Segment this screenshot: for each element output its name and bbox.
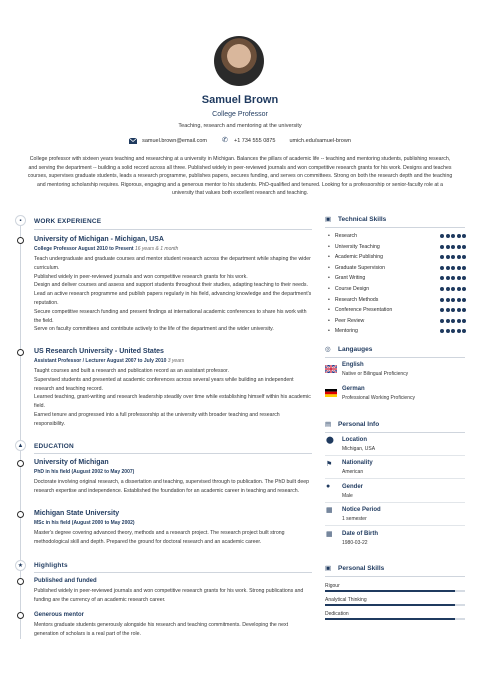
language-name: English xyxy=(342,362,364,368)
timeline-dot xyxy=(17,460,24,467)
person-icon: ● xyxy=(326,483,331,490)
rating-dot xyxy=(446,266,450,270)
rating-dot xyxy=(440,287,444,291)
rating-dot xyxy=(440,298,444,302)
personal-skills-heading: Personal Skills xyxy=(338,565,385,572)
rating-dot xyxy=(440,319,444,323)
skill-rating xyxy=(440,287,466,291)
info-label: Date of Birth xyxy=(342,531,378,537)
job-bullet: Learned teaching, grant-writing and research leadership steadily over time while establishing himself within his academic field. xyxy=(34,394,311,410)
school-name: University of Michigan xyxy=(34,459,109,466)
rating-dot xyxy=(440,255,444,259)
timeline-dot xyxy=(17,578,24,585)
highlight-text: Mentors graduate students generously alongside his research and teaching commitments. Developing the next generation of scholars is a real part of the role. xyxy=(34,622,289,637)
skill-rating xyxy=(440,266,466,270)
job-bullet: Lead an active research programme and publish papers regularly in his field, advancing knowledge and the department's reputation. xyxy=(34,291,312,306)
toolbox-icon: ▣ xyxy=(325,216,332,223)
rating-dot xyxy=(451,287,455,291)
language-level: Native or Bilingual Proficiency xyxy=(342,371,409,377)
technical-skills-heading: Technical Skills xyxy=(338,216,387,223)
personal-skill-bar xyxy=(325,590,465,592)
rating-dot xyxy=(457,245,461,249)
personal-skill-bar-fill xyxy=(325,590,455,592)
job-bullet: Published widely in peer-reviewed journals and won competitive research grants for his work. xyxy=(34,273,248,280)
section-divider xyxy=(325,432,465,433)
website-text: umich.edu/samuel-brown xyxy=(289,138,351,144)
job-org: University of Michigan - Michigan, USA xyxy=(34,236,164,243)
rating-dot xyxy=(451,234,455,238)
personal-skill-bar-fill xyxy=(325,604,455,606)
rating-dot xyxy=(462,276,466,280)
info-divider xyxy=(325,455,465,456)
tagline: Teaching, research and mentoring at the university xyxy=(178,123,302,129)
personal-skill-bar-fill xyxy=(325,618,455,620)
rating-dot xyxy=(462,287,466,291)
section-divider xyxy=(325,576,465,577)
graduation-cap-icon: ▲ xyxy=(15,440,26,451)
job-bullet: Teach undergraduate and graduate courses and mentor student research across the department while shaping the wider curriculum. xyxy=(34,256,311,271)
info-divider xyxy=(325,525,465,526)
skill-rating xyxy=(440,245,466,249)
info-divider xyxy=(325,502,465,503)
phone-text: +1 734 555 0875 xyxy=(233,138,276,144)
rating-dot xyxy=(446,329,450,333)
skill-name: • Academic Publishing xyxy=(328,254,383,260)
skill-name: • Peer Review xyxy=(328,318,364,324)
job-bullet: Supervised students and presented at academic conferences across several years while building an independent research and teaching record. xyxy=(34,376,294,392)
rating-dot xyxy=(462,266,466,270)
info-value: 1980-03-22 xyxy=(342,540,368,546)
timeline-dot xyxy=(17,511,24,518)
section-divider xyxy=(325,227,465,228)
job-position-text: Assistant Professor / Lecturer August 2007 to July 2010 xyxy=(34,358,167,364)
skill-name: • Conference Presentation xyxy=(328,307,392,313)
rating-dot xyxy=(462,298,466,302)
rating-dot xyxy=(457,308,461,312)
rating-dot xyxy=(451,319,455,323)
uk-flag-icon xyxy=(325,365,337,373)
rating-dot xyxy=(451,255,455,259)
skill-rating xyxy=(440,329,466,333)
rating-dot xyxy=(457,319,461,323)
id-card-icon: ▤ xyxy=(325,421,332,428)
rating-dot xyxy=(451,298,455,302)
job-position xyxy=(34,358,184,364)
germany-flag-icon xyxy=(325,389,337,397)
clipboard-icon: ▣ xyxy=(325,565,332,572)
info-value: American xyxy=(342,469,364,475)
rating-dot xyxy=(457,234,461,238)
location-pin-icon: ⬤ xyxy=(326,437,334,444)
info-value: Male xyxy=(342,493,353,499)
rating-dot xyxy=(462,329,466,333)
skill-rating xyxy=(440,234,466,238)
star-icon: ★ xyxy=(15,560,26,571)
rating-dot xyxy=(462,319,466,323)
technical-skill-row xyxy=(328,233,466,239)
rating-dot xyxy=(451,329,455,333)
info-value: 1 semester xyxy=(342,516,367,522)
calendar-icon: ▦ xyxy=(326,531,333,538)
job-duration: 3 years xyxy=(167,358,185,364)
job-bullet: Design and deliver courses and assess and support students throughout their studies, adapting teaching to their needs. xyxy=(34,282,308,289)
rating-dot xyxy=(446,287,450,291)
info-label: Notice Period xyxy=(342,507,381,513)
skill-name: • Course Design xyxy=(328,286,369,292)
info-label: Nationality xyxy=(342,460,373,466)
highlight-title: Published and funded xyxy=(34,578,97,584)
rating-dot xyxy=(462,245,466,249)
flag-icon: ⚑ xyxy=(326,461,333,468)
technical-skill-row xyxy=(328,297,466,303)
personal-skill-bar xyxy=(325,604,465,606)
personal-info-heading: Personal Info xyxy=(338,421,380,428)
job-bullet: Secure competitive research funding and present findings at international academic conferences to share his work with the field. xyxy=(34,308,307,324)
section-divider xyxy=(34,229,312,230)
globe-icon: ◎ xyxy=(325,346,331,353)
highlight-text: Published widely in peer-reviewed journals and won competitive research grants for his work. Strong publications and funding are the currency of an academic research career. xyxy=(34,588,304,603)
timeline-line xyxy=(20,221,21,639)
job-bullet: Serve on faculty committees and contribute actively to the life of the department and the wider university. xyxy=(34,326,274,333)
education-description: Master's degree covering advanced theory, methods and a research project. The research project built strong methodological skill and depth. Prepared the ground for doctoral research and an academic career. xyxy=(34,530,285,545)
job-bullet: Earned tenure and progressed into a full professorship at the university with broader teaching and research responsibility. xyxy=(34,411,280,427)
info-label: Location xyxy=(342,437,367,443)
skill-name: • University Teaching xyxy=(328,244,380,250)
timeline-dot xyxy=(17,237,24,244)
job-org: US Research University - United States xyxy=(34,348,164,355)
notice-icon: ▦ xyxy=(326,507,333,514)
job-description xyxy=(34,255,312,334)
email-text: samuel.brown@email.com xyxy=(142,138,207,144)
candidate-role: College Professor xyxy=(212,111,268,118)
technical-skill-row xyxy=(328,318,466,324)
rating-dot xyxy=(440,308,444,312)
rating-dot xyxy=(457,266,461,270)
info-value: Michigan, USA xyxy=(342,446,376,452)
rating-dot xyxy=(446,298,450,302)
rating-dot xyxy=(457,255,461,259)
candidate-name: Samuel Brown xyxy=(201,94,279,106)
summary: College professor with sixteen years teaching and researching at a university in Michigan. Balances the pillars of academic life -- teaching and mentoring students, publishing research, and serving the department -- building a solid record across all three. Published widely in peer-reviewed journals and won competitive research grants for his work. Designs and teaches courses, supervises graduate students, leads a research programme, publishes papers, secures funding, and serves on committees. Strong on both the research depth and the teaching and mentoring scholarship requires. Rigorous, engaging and a generous mentor to his students. PhD-qualified and tenured. Looking for a professorship or senior-faculty role at a university that values both excellent research and teaching. xyxy=(27,156,453,197)
skill-rating xyxy=(440,255,466,259)
section-divider xyxy=(34,453,312,454)
rating-dot xyxy=(462,234,466,238)
section-divider xyxy=(34,572,312,573)
rating-dot xyxy=(440,329,444,333)
briefcase-icon: ▪ xyxy=(15,215,26,226)
avatar xyxy=(214,36,264,86)
email-icon xyxy=(129,138,137,144)
personal-skill-bar xyxy=(325,618,465,620)
rating-dot xyxy=(440,234,444,238)
school-name: Michigan State University xyxy=(34,510,120,517)
technical-skill-row xyxy=(328,328,466,334)
skill-name: • Research Methods xyxy=(328,297,378,303)
info-label: Gender xyxy=(342,484,364,490)
rating-dot xyxy=(440,245,444,249)
degree: MSc in his field (August 2000 to May 2002) xyxy=(34,520,135,526)
contact-bar xyxy=(0,138,480,144)
job-position xyxy=(34,246,178,252)
rating-dot xyxy=(457,287,461,291)
skill-name: • Research xyxy=(328,233,357,239)
education-heading: EDUCATION xyxy=(34,443,74,450)
languages-heading: Langauges xyxy=(338,346,373,353)
timeline-dot xyxy=(17,612,24,619)
phone-icon: ✆ xyxy=(222,137,228,144)
skill-name: • Mentoring xyxy=(328,328,358,334)
section-divider xyxy=(325,357,465,358)
technical-skill-row xyxy=(328,265,466,271)
contact-email[interactable] xyxy=(129,138,207,144)
language-level: Professional Working Proficiency xyxy=(342,395,415,401)
personal-skill-name: Rigour xyxy=(325,583,340,589)
job-position-text: College Professor August 2010 to Present xyxy=(34,246,134,252)
rating-dot xyxy=(440,266,444,270)
rating-dot xyxy=(451,276,455,280)
language-name: German xyxy=(342,386,365,392)
contact-website[interactable] xyxy=(289,138,350,144)
rating-dot xyxy=(451,308,455,312)
technical-skill-row xyxy=(328,286,466,292)
rating-dot xyxy=(446,319,450,323)
job-description xyxy=(34,367,312,429)
rating-dot xyxy=(446,308,450,312)
rating-dot xyxy=(446,255,450,259)
rating-dot xyxy=(446,234,450,238)
job-duration: 16 years & 1 month xyxy=(134,246,179,252)
rating-dot xyxy=(462,308,466,312)
technical-skill-row xyxy=(328,244,466,250)
technical-skill-row xyxy=(328,275,466,281)
rating-dot xyxy=(457,276,461,280)
rating-dot xyxy=(462,255,466,259)
skill-name: • Graduate Supervision xyxy=(328,265,385,271)
rating-dot xyxy=(457,298,461,302)
rating-dot xyxy=(446,276,450,280)
rating-dot xyxy=(457,329,461,333)
degree: PhD in his field (August 2002 to May 2007) xyxy=(34,469,135,475)
skill-name: • Grant Writing xyxy=(328,275,365,281)
skill-rating xyxy=(440,276,466,280)
timeline-dot xyxy=(17,349,24,356)
rating-dot xyxy=(451,245,455,249)
personal-skill-name: Analytical Thinking xyxy=(325,597,367,603)
skill-rating xyxy=(440,308,466,312)
rating-dot xyxy=(440,276,444,280)
skill-rating xyxy=(440,319,466,323)
work-experience-heading: WORK EXPERIENCE xyxy=(34,218,102,225)
technical-skill-row xyxy=(328,254,466,260)
info-divider xyxy=(325,478,465,479)
highlights-heading: Highlights xyxy=(34,562,68,569)
rating-dot xyxy=(451,266,455,270)
technical-skill-row xyxy=(328,307,466,313)
personal-skill-name: Dedication xyxy=(325,611,349,617)
skill-rating xyxy=(440,298,466,302)
contact-phone[interactable] xyxy=(221,138,275,144)
education-description: Doctorate involving original research, a dissertation and teaching, supervised through to publication. The PhD built deep research expertise and independence. Established the foundation for an academic career in teaching and research. xyxy=(34,479,310,494)
highlight-title: Generous mentor xyxy=(34,612,85,618)
job-bullet: Taught courses and built a research and publication record as an assistant professor. xyxy=(34,368,229,374)
rating-dot xyxy=(446,245,450,249)
